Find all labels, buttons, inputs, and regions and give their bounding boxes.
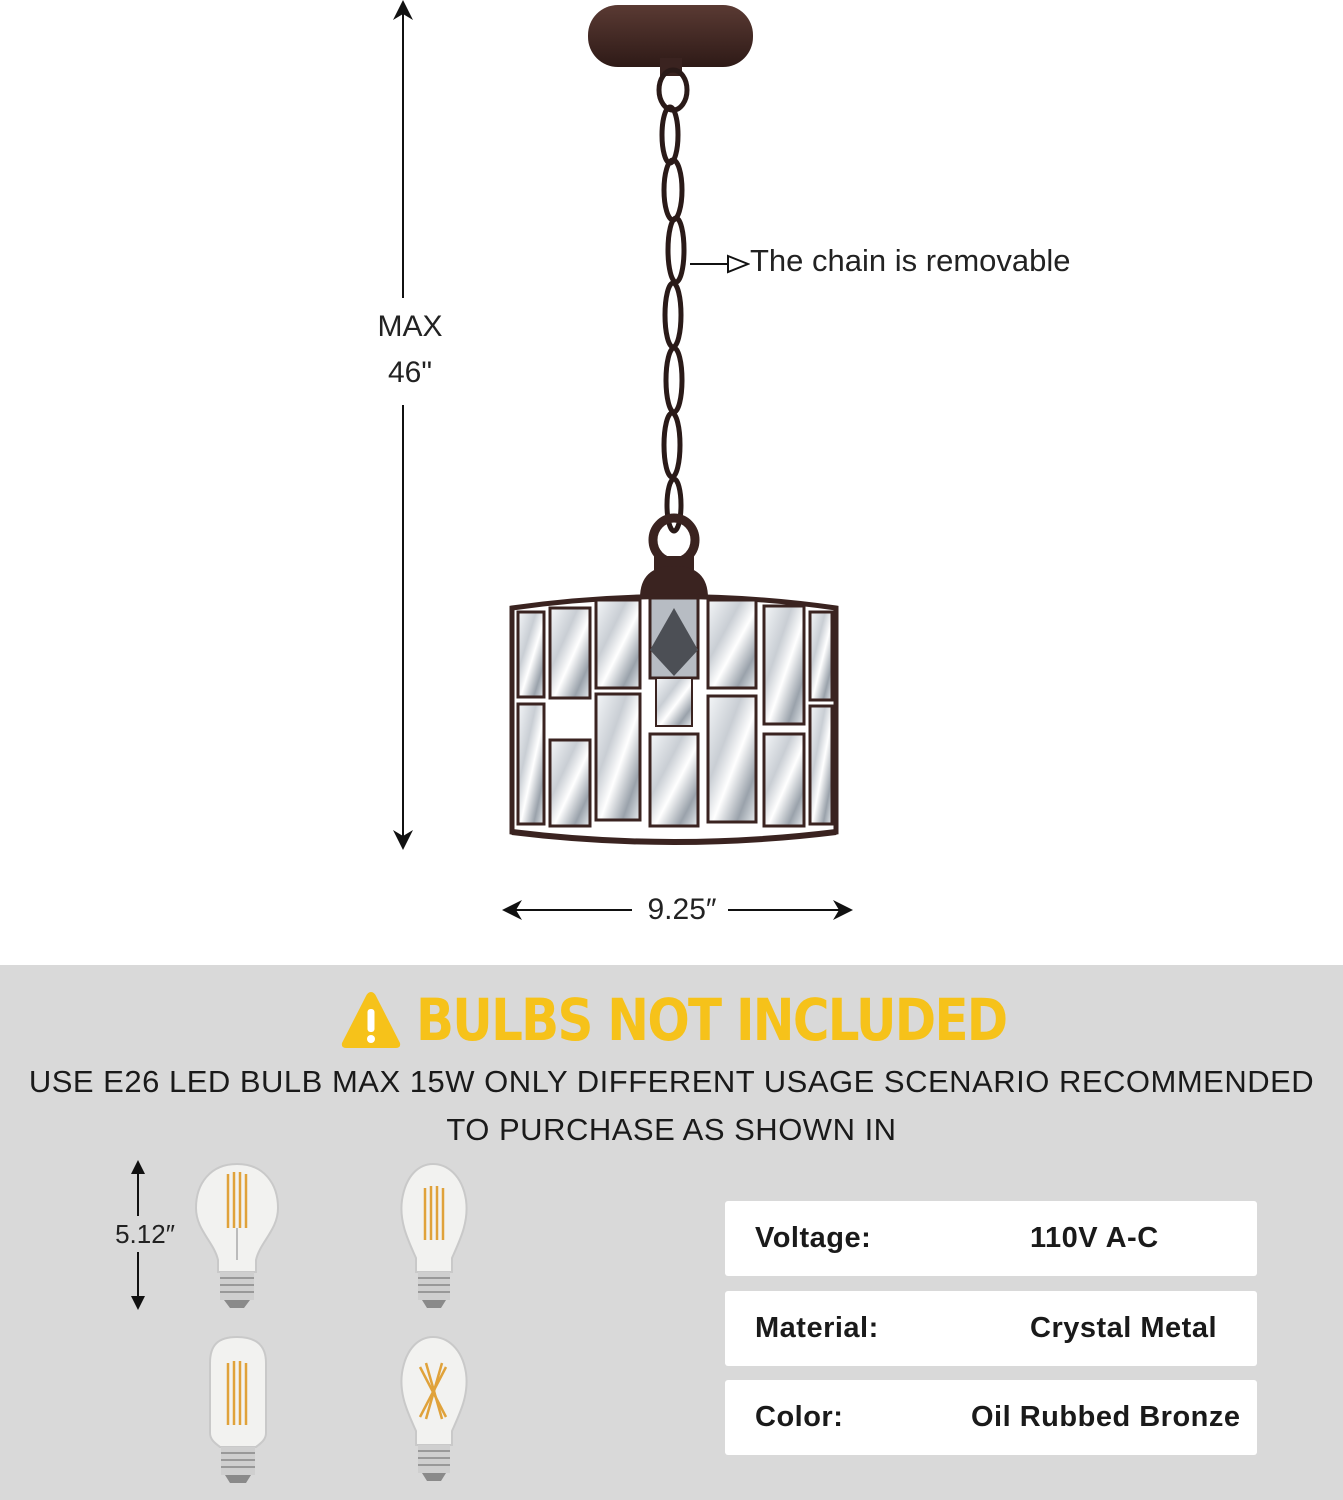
pendant-light-image bbox=[490, 0, 860, 860]
a19-filament-bulb-image bbox=[190, 1160, 285, 1310]
width-value: 9.25″ bbox=[647, 893, 717, 926]
spec-row-material bbox=[725, 1291, 1257, 1366]
st64-spiral-filament-bulb-image bbox=[396, 1333, 471, 1485]
bulbs-not-included-heading bbox=[340, 980, 1103, 1060]
spec-label: Color: bbox=[755, 1401, 844, 1433]
spec-value: Oil Rubbed Bronze bbox=[971, 1401, 1241, 1433]
spec-value: 110V A-C bbox=[1030, 1222, 1159, 1254]
bulbs-not-included-title: BULBS NOT INCLUDED bbox=[416, 986, 1007, 1054]
height-dimension-arrow bbox=[385, 0, 425, 860]
st64-filament-bulb-image bbox=[396, 1160, 471, 1310]
t45-tubular-bulb-image bbox=[200, 1333, 275, 1485]
spec-row-voltage bbox=[725, 1201, 1257, 1276]
spec-label: Voltage: bbox=[755, 1222, 872, 1254]
spec-label: Material: bbox=[755, 1312, 879, 1344]
chain-note: The chain is removable bbox=[750, 243, 1071, 278]
usage-line-2: TO PURCHASE AS SHOWN IN bbox=[446, 1112, 897, 1147]
spec-row-color bbox=[725, 1380, 1257, 1455]
height-value: 46" bbox=[387, 356, 433, 389]
spec-value: Crystal Metal bbox=[1030, 1312, 1218, 1344]
bulb-height-label: 5.12″ bbox=[115, 1219, 175, 1249]
usage-line-1: USE E26 LED BULB MAX 15W ONLY DIFFERENT USAGE SCENARIO RECOMMENDED bbox=[28, 1064, 1315, 1099]
warning-triangle-icon bbox=[340, 989, 402, 1051]
height-max-label: MAX bbox=[377, 310, 443, 343]
